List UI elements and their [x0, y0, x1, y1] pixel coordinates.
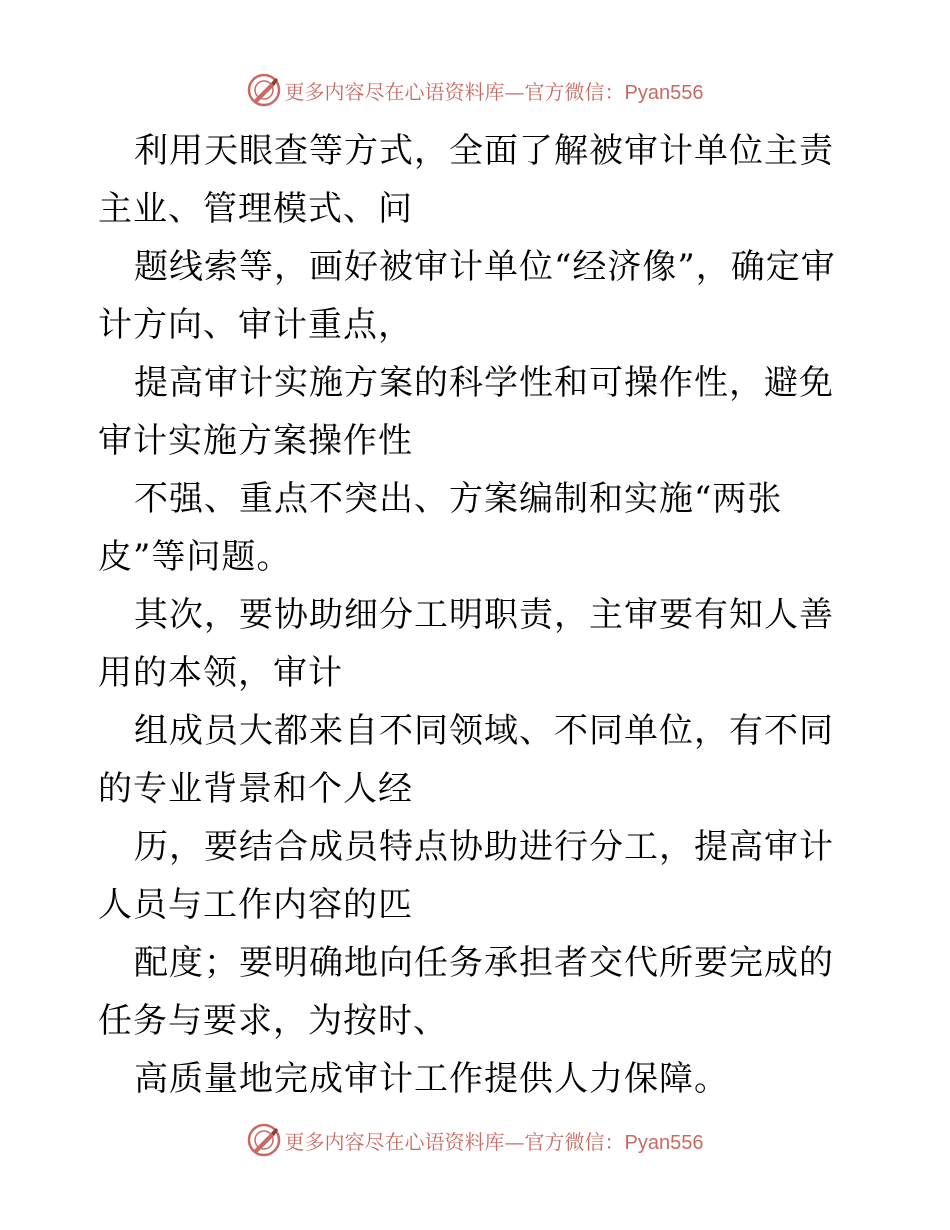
- paragraph-4: 不强、重点不突出、方案编制和实施“两张皮”等问题。: [98, 479, 783, 577]
- paragraph-5: 其次，要协助细分工明职责，主审要有知人善用的本领，审计: [98, 595, 834, 693]
- brand-logo-icon: [247, 73, 281, 107]
- footer-wechat-id: Pyan556: [624, 1131, 704, 1154]
- paragraph-8: 配度；要明确地向任务承担者交代所要完成的任务与要求，为按时、: [98, 943, 834, 1041]
- paragraph-7: 历，要结合成员特点协助进行分工，提高审计人员与工作内容的匹: [98, 827, 834, 925]
- paragraph-9: 高质量地完成审计工作提供人力保障。: [134, 1059, 729, 1099]
- paragraph-3: 提高审计实施方案的科学性和可操作性，避免审计实施方案操作性: [98, 363, 834, 461]
- paragraph-6: 组成员大都来自不同领域、不同单位，有不同的专业背景和个人经: [98, 711, 834, 809]
- brand-logo-icon: [247, 1123, 281, 1157]
- paragraph-2: 题线索等，画好被审计单位“经济像”，确定审计方向、审计重点，: [98, 247, 836, 345]
- document-body: [98, 122, 858, 1108]
- header-watermark: [0, 70, 950, 110]
- footer-watermark-text: 更多内容尽在心语资料库—官方微信：: [284, 1129, 625, 1154]
- footer-watermark: [0, 1120, 950, 1160]
- paragraph-1: 利用天眼查等方式，全面了解被审计单位主责主业、管理模式、问: [98, 131, 834, 229]
- header-wechat-id: Pyan556: [624, 81, 704, 104]
- header-watermark-text: 更多内容尽在心语资料库—官方微信：: [284, 79, 625, 104]
